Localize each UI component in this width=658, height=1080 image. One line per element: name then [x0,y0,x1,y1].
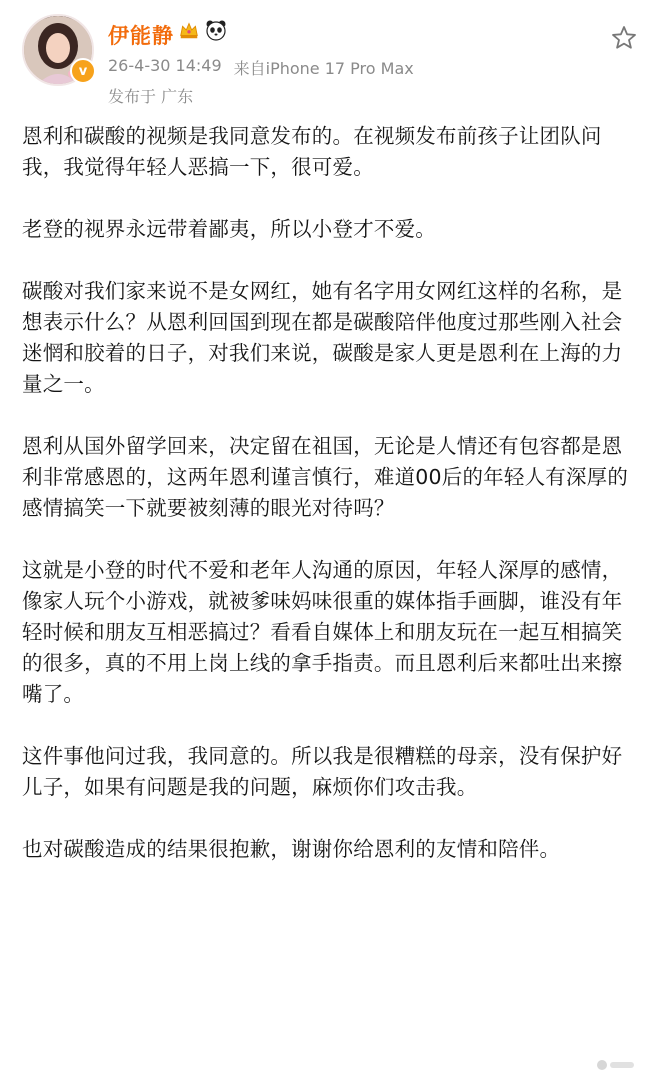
avatar[interactable] [22,14,94,86]
post-meta [108,56,414,79]
post-paragraph: 这就是小登的时代不爱和老年人沟通的原因，年轻人深厚的感情，像家人玩个小游戏，就被爹味妈味很重的媒体指手画脚，谁没有年轻时候和朋友互相恶搞过？看看自媒体上和朋友玩在一起互相搞笑的很多，真的不用上岗上线的拿手指责。而且恩利后来都吐出来擦嘴了。 [22,558,623,706]
username[interactable]: 伊能静 [108,24,174,48]
post-paragraph: 这件事他问过我，我同意的。所以我是很糟糕的母亲，没有保护好儿子，如果有问题是我的问题，麻烦你们攻击我。 [22,744,623,799]
post-body [22,121,642,896]
post-source: 来自iPhone 17 Pro Max [233,59,414,78]
panda-icon[interactable] [204,18,228,42]
crown-icon[interactable] [178,19,200,41]
post-timestamp: 26-4-30 14:49 [108,56,222,75]
post-paragraph: 恩利和碳酸的视频是我同意发布的。在视频发布前孩子让团队问我，我觉得年轻人恶搞一下，很可爱。 [22,124,602,179]
post-paragraph: 也对碳酸造成的结果很抱歉，谢谢你给恩利的友情和陪伴。 [22,837,561,861]
post-paragraph: 碳酸对我们家来说不是女网红，她有名字用女网红这样的名称，是想表示什么？从恩利回国到现在都是碳酸陪伴他度过那些刚入社会迷惘和胶着的日子，对我们来说，碳酸是家人更是恩利在上海的力量之一。 [22,279,623,396]
post-location: 发布于 广东 [108,87,194,106]
watermark-icon [594,1056,638,1074]
post-paragraph: 恩利从国外留学回来，决定留在祖国，无论是人情还有包容都是恩利非常感恩的，这两年恩利谨言慎行，难道00后的年轻人有深厚的感情搞笑一下就要被刻薄的眼光对待吗？ [22,434,629,520]
post-paragraph: 老登的视界永远带着鄙夷，所以小登才不爱。 [22,217,436,241]
verified-badge-icon: v [70,58,96,84]
user-badges [178,18,228,42]
star-icon[interactable] [610,24,638,52]
post-header [0,0,658,110]
